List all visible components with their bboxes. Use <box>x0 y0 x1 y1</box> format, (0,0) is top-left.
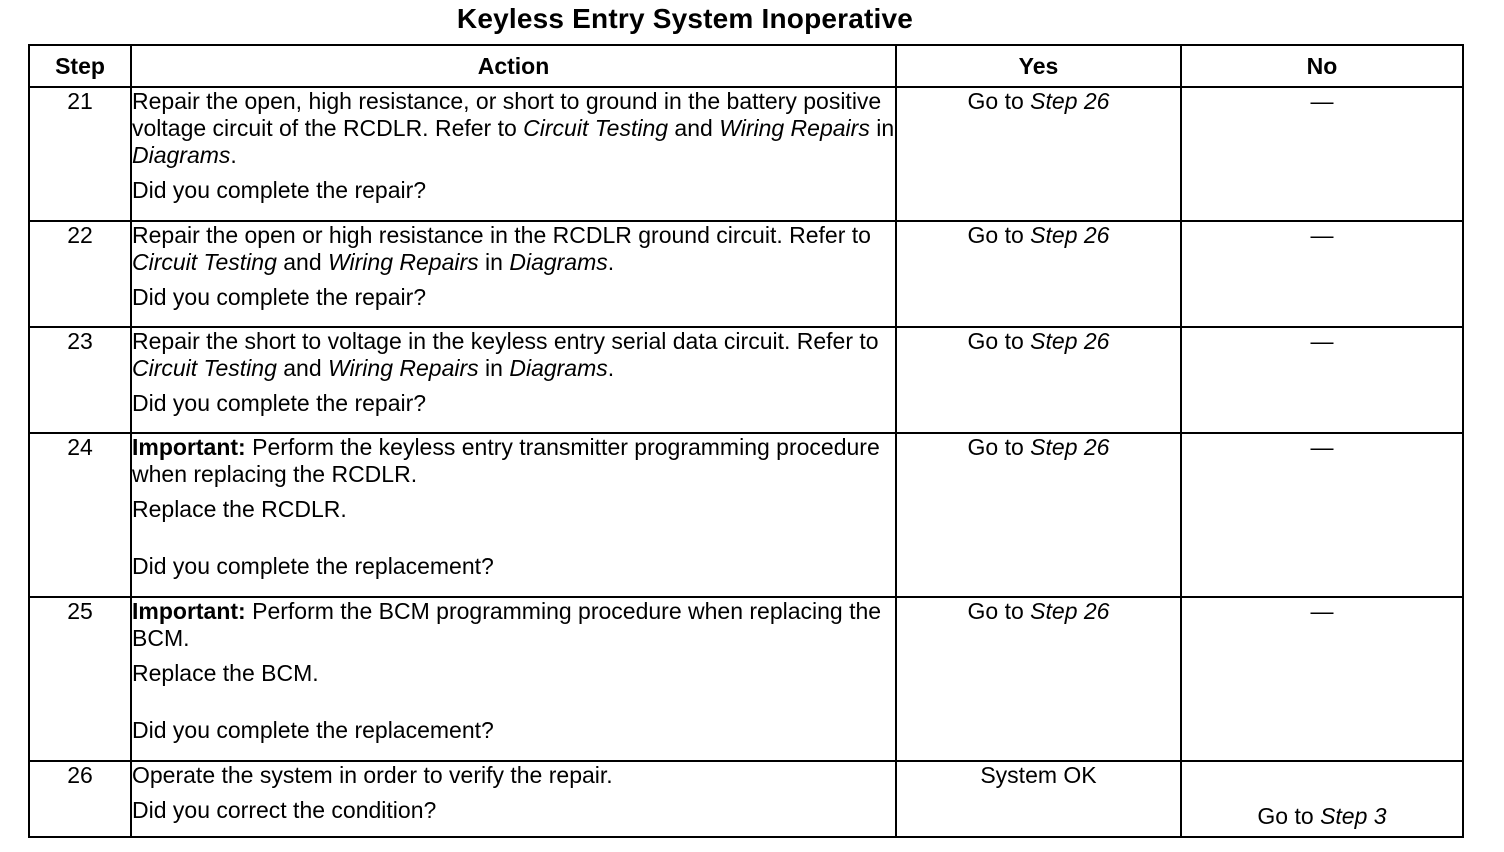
no-cell: — <box>1181 87 1463 221</box>
ref-circuit-testing: Circuit Testing <box>523 115 669 141</box>
action-cell <box>131 433 896 597</box>
important-label: Important: <box>132 598 246 624</box>
important-note: Important: Perform the keyless entry transmitter programming procedure when replacing the RCDLR. <box>132 434 880 487</box>
table-row <box>29 87 1463 221</box>
header-no: No <box>1181 45 1463 87</box>
ref-diagrams: Diagrams <box>509 355 608 381</box>
step-number: 25 <box>29 597 131 761</box>
important-label: Important: <box>132 434 246 460</box>
ref-circuit-testing: Circuit Testing <box>132 249 277 275</box>
action-text: Repair the short to voltage in the keyless entry serial data circuit. Refer to Circuit Testing and Wiring Repairs in Diagrams. <box>132 328 879 381</box>
table-row <box>29 597 1463 761</box>
ref-diagrams: Diagrams <box>132 142 231 168</box>
step-number: 22 <box>29 221 131 327</box>
no-cell: — <box>1181 327 1463 433</box>
ref-wiring-repairs: Wiring Repairs <box>328 249 479 275</box>
action-instruction: Replace the BCM. <box>132 660 319 686</box>
action-text: Operate the system in order to verify the repair. <box>132 762 613 788</box>
yes-step-ref: Step 26 <box>1030 328 1110 354</box>
important-note: Important: Perform the BCM programming procedure when replacing the BCM. <box>132 598 882 651</box>
ref-wiring-repairs: Wiring Repairs <box>328 355 479 381</box>
yes-cell: System OK <box>896 761 1181 837</box>
action-question: Did you correct the condition? <box>132 797 437 823</box>
step-number: 21 <box>29 87 131 221</box>
no-cell: Go to Step 3 <box>1181 761 1463 837</box>
ref-circuit-testing: Circuit Testing <box>132 355 277 381</box>
yes-step-ref: Step 26 <box>1030 434 1110 460</box>
step-number: 26 <box>29 761 131 837</box>
yes-step-ref: Step 26 <box>1030 598 1110 624</box>
action-cell <box>131 327 896 433</box>
table-row <box>29 433 1463 597</box>
action-question: Did you complete the repair? <box>132 284 427 310</box>
header-yes: Yes <box>896 45 1181 87</box>
step-number: 23 <box>29 327 131 433</box>
action-text: Repair the open or high resistance in the RCDLR ground circuit. Refer to Circuit Testing and Wiring Repairs in Diagrams. <box>132 222 871 275</box>
action-cell <box>131 221 896 327</box>
yes-step-ref: Step 26 <box>1030 222 1110 248</box>
ref-wiring-repairs: Wiring Repairs <box>719 115 870 141</box>
no-cell: — <box>1181 597 1463 761</box>
ref-diagrams: Diagrams <box>509 249 608 275</box>
header-step: Step <box>29 45 131 87</box>
action-question: Did you complete the replacement? <box>132 553 494 579</box>
table-row <box>29 761 1463 837</box>
action-text: Repair the open, high resistance, or short to ground in the battery positive voltage circuit of the RCDLR. Refer to Circuit Testing and Wiring Repairs in Diagrams. <box>132 88 895 168</box>
diagnostic-table <box>28 44 1464 838</box>
action-question: Did you complete the repair? <box>132 177 427 203</box>
yes-cell: Go to Step 26 <box>896 597 1181 761</box>
action-cell <box>131 761 896 837</box>
no-cell: — <box>1181 433 1463 597</box>
no-cell: — <box>1181 221 1463 327</box>
yes-cell: Go to Step 26 <box>896 327 1181 433</box>
no-step-ref: Step 3 <box>1320 803 1387 829</box>
page-title: Keyless Entry System Inoperative <box>456 3 914 34</box>
action-instruction: Replace the RCDLR. <box>132 496 347 522</box>
yes-cell: Go to Step 26 <box>896 221 1181 327</box>
action-question: Did you complete the replacement? <box>132 717 494 743</box>
yes-cell: Go to Step 26 <box>896 87 1181 221</box>
yes-step-ref: Step 26 <box>1030 88 1110 114</box>
action-question: Did you complete the repair? <box>132 390 427 416</box>
table-row <box>29 221 1463 327</box>
header-row <box>29 45 1463 87</box>
step-number: 24 <box>29 433 131 597</box>
yes-cell: Go to Step 26 <box>896 433 1181 597</box>
action-cell <box>131 597 896 761</box>
table-row <box>29 327 1463 433</box>
action-cell <box>131 87 896 221</box>
header-action: Action <box>131 45 896 87</box>
